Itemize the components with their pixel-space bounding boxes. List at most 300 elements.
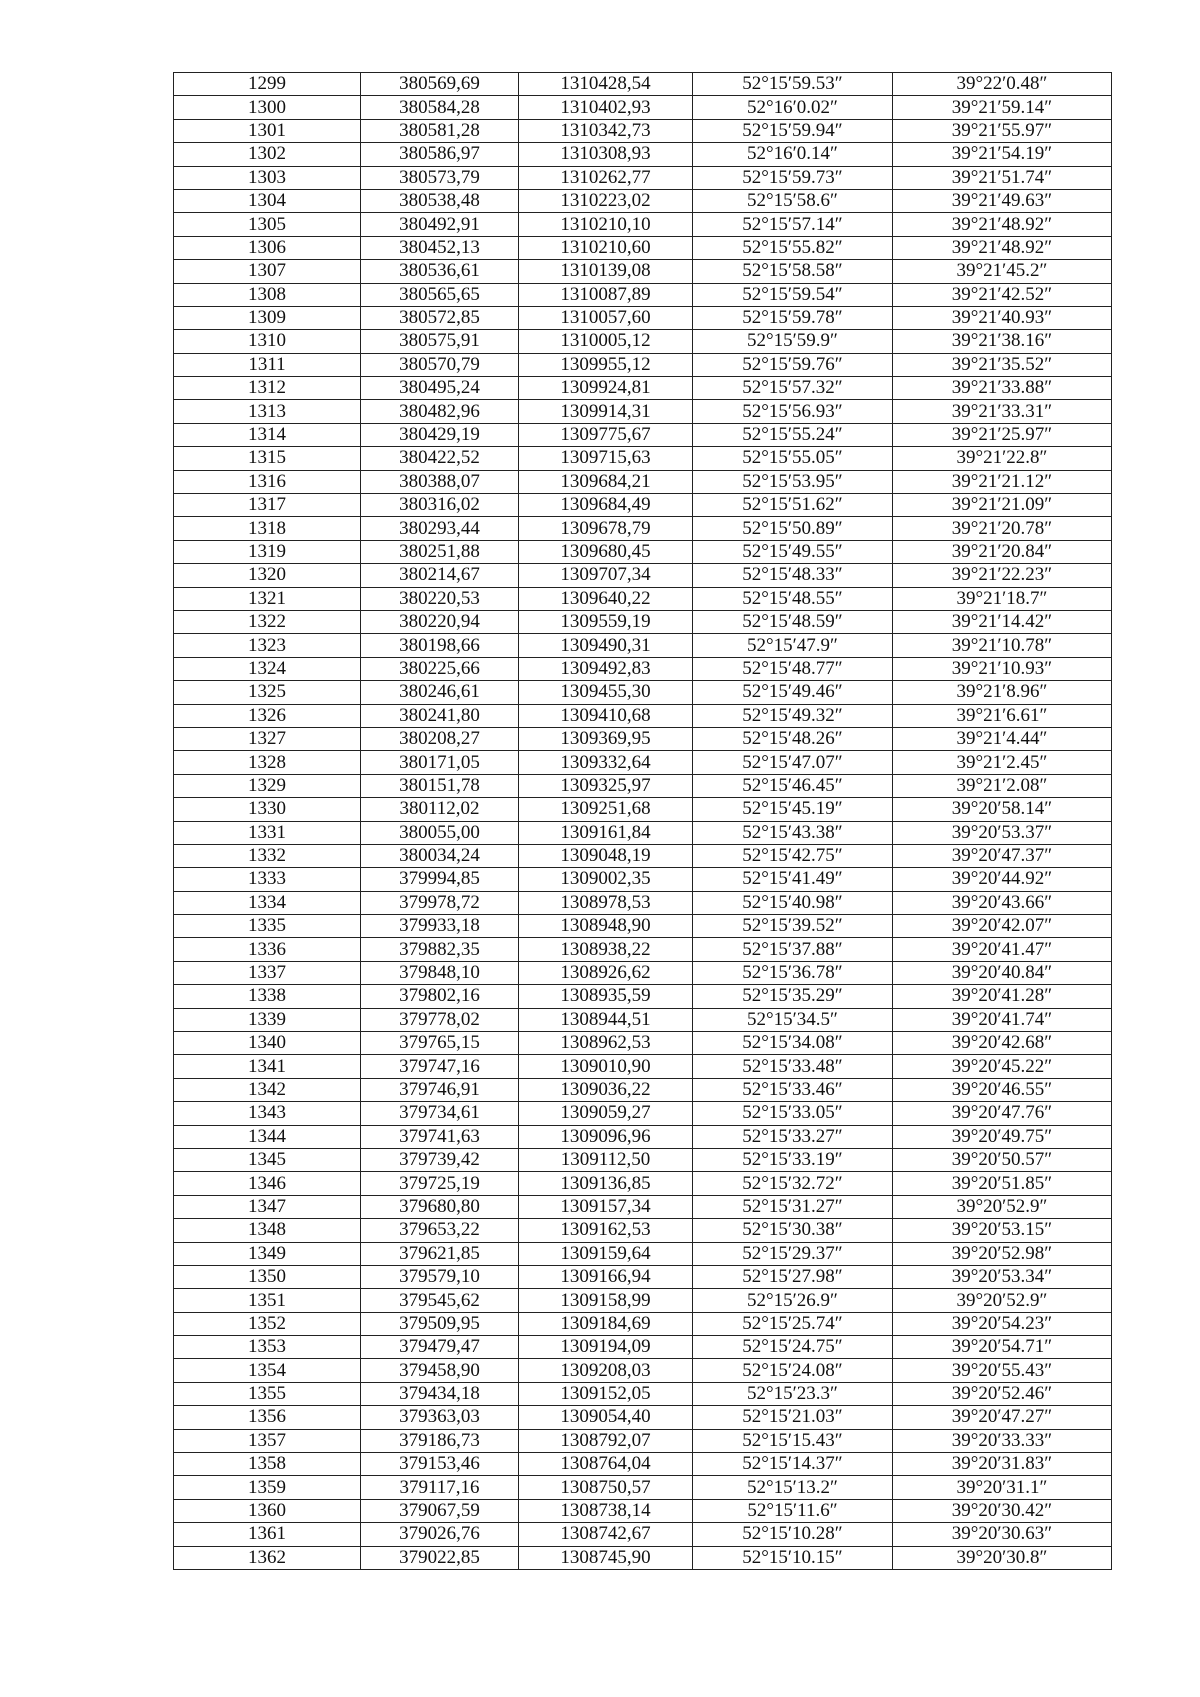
table-row: [174, 961, 1112, 984]
x-coordinate-cell: 380538,48: [361, 189, 519, 212]
point-number-cell: 1303: [174, 166, 361, 189]
latitude-cell: 52°15′33.46″: [693, 1078, 893, 1101]
latitude-cell: 52°15′49.32″: [693, 704, 893, 727]
latitude-cell: 52°15′43.38″: [693, 821, 893, 844]
latitude-cell: 52°15′34.08″: [693, 1032, 893, 1055]
latitude-cell: 52°15′59.73″: [693, 166, 893, 189]
x-coordinate-cell: 380034,24: [361, 844, 519, 867]
table-row: [174, 985, 1112, 1008]
table-row: [174, 1336, 1112, 1359]
latitude-cell: 52°15′40.98″: [693, 891, 893, 914]
x-coordinate-cell: 380208,27: [361, 727, 519, 750]
latitude-cell: 52°15′10.15″: [693, 1546, 893, 1569]
table-row: [174, 1242, 1112, 1265]
longitude-cell: 39°21′48.92″: [893, 236, 1112, 259]
y-coordinate-cell: 1310342,73: [519, 119, 693, 142]
x-coordinate-cell: 379026,76: [361, 1523, 519, 1546]
latitude-cell: 52°15′24.08″: [693, 1359, 893, 1382]
latitude-cell: 52°15′59.54″: [693, 283, 893, 306]
latitude-cell: 52°15′33.48″: [693, 1055, 893, 1078]
y-coordinate-cell: 1308745,90: [519, 1546, 693, 1569]
longitude-cell: 39°21′48.92″: [893, 213, 1112, 236]
table-row: [174, 681, 1112, 704]
point-number-cell: 1301: [174, 119, 361, 142]
table-row: [174, 821, 1112, 844]
y-coordinate-cell: 1309059,27: [519, 1102, 693, 1125]
latitude-cell: 52°15′34.5″: [693, 1008, 893, 1031]
coordinates-table-body: [174, 73, 1112, 1570]
longitude-cell: 39°21′20.78″: [893, 517, 1112, 540]
latitude-cell: 52°15′57.32″: [693, 377, 893, 400]
point-number-cell: 1329: [174, 774, 361, 797]
longitude-cell: 39°21′59.14″: [893, 96, 1112, 119]
table-row: [174, 1499, 1112, 1522]
point-number-cell: 1327: [174, 727, 361, 750]
latitude-cell: 52°15′41.49″: [693, 868, 893, 891]
y-coordinate-cell: 1309455,30: [519, 681, 693, 704]
latitude-cell: 52°15′47.07″: [693, 751, 893, 774]
x-coordinate-cell: 379933,18: [361, 915, 519, 938]
longitude-cell: 39°20′53.15″: [893, 1219, 1112, 1242]
table-row: [174, 517, 1112, 540]
table-row: [174, 610, 1112, 633]
x-coordinate-cell: 380151,78: [361, 774, 519, 797]
point-number-cell: 1304: [174, 189, 361, 212]
latitude-cell: 52°15′26.9″: [693, 1289, 893, 1312]
latitude-cell: 52°15′32.72″: [693, 1172, 893, 1195]
table-row: [174, 1148, 1112, 1171]
point-number-cell: 1332: [174, 844, 361, 867]
point-number-cell: 1348: [174, 1219, 361, 1242]
y-coordinate-cell: 1308978,53: [519, 891, 693, 914]
longitude-cell: 39°21′51.74″: [893, 166, 1112, 189]
table-row: [174, 353, 1112, 376]
point-number-cell: 1356: [174, 1406, 361, 1429]
y-coordinate-cell: 1309166,94: [519, 1265, 693, 1288]
longitude-cell: 39°20′44.92″: [893, 868, 1112, 891]
table-row: [174, 1172, 1112, 1195]
latitude-cell: 52°15′29.37″: [693, 1242, 893, 1265]
point-number-cell: 1325: [174, 681, 361, 704]
latitude-cell: 52°15′48.77″: [693, 657, 893, 680]
y-coordinate-cell: 1310402,93: [519, 96, 693, 119]
point-number-cell: 1357: [174, 1429, 361, 1452]
table-row: [174, 1289, 1112, 1312]
x-coordinate-cell: 379653,22: [361, 1219, 519, 1242]
latitude-cell: 52°15′57.14″: [693, 213, 893, 236]
x-coordinate-cell: 379621,85: [361, 1242, 519, 1265]
point-number-cell: 1354: [174, 1359, 361, 1382]
longitude-cell: 39°21′42.52″: [893, 283, 1112, 306]
latitude-cell: 52°16′0.02″: [693, 96, 893, 119]
table-row: [174, 306, 1112, 329]
y-coordinate-cell: 1309640,22: [519, 587, 693, 610]
latitude-cell: 52°15′48.59″: [693, 610, 893, 633]
table-row: [174, 704, 1112, 727]
point-number-cell: 1340: [174, 1032, 361, 1055]
point-number-cell: 1355: [174, 1382, 361, 1405]
table-row: [174, 1546, 1112, 1569]
longitude-cell: 39°20′52.9″: [893, 1289, 1112, 1312]
longitude-cell: 39°20′53.34″: [893, 1265, 1112, 1288]
longitude-cell: 39°20′30.8″: [893, 1546, 1112, 1569]
table-row: [174, 540, 1112, 563]
latitude-cell: 52°15′48.26″: [693, 727, 893, 750]
y-coordinate-cell: 1309492,83: [519, 657, 693, 680]
point-number-cell: 1344: [174, 1125, 361, 1148]
latitude-cell: 52°15′36.78″: [693, 961, 893, 984]
table-row: [174, 494, 1112, 517]
longitude-cell: 39°21′25.97″: [893, 423, 1112, 446]
x-coordinate-cell: 379725,19: [361, 1172, 519, 1195]
y-coordinate-cell: 1309161,84: [519, 821, 693, 844]
table-row: [174, 634, 1112, 657]
latitude-cell: 52°15′53.95″: [693, 470, 893, 493]
longitude-cell: 39°20′43.66″: [893, 891, 1112, 914]
point-number-cell: 1326: [174, 704, 361, 727]
y-coordinate-cell: 1308738,14: [519, 1499, 693, 1522]
y-coordinate-cell: 1309010,90: [519, 1055, 693, 1078]
longitude-cell: 39°21′4.44″: [893, 727, 1112, 750]
longitude-cell: 39°20′33.33″: [893, 1429, 1112, 1452]
y-coordinate-cell: 1309184,69: [519, 1312, 693, 1335]
latitude-cell: 52°15′51.62″: [693, 494, 893, 517]
x-coordinate-cell: 379778,02: [361, 1008, 519, 1031]
point-number-cell: 1352: [174, 1312, 361, 1335]
table-row: [174, 727, 1112, 750]
y-coordinate-cell: 1310428,54: [519, 73, 693, 96]
table-row: [174, 774, 1112, 797]
point-number-cell: 1346: [174, 1172, 361, 1195]
x-coordinate-cell: 380570,79: [361, 353, 519, 376]
x-coordinate-cell: 380241,80: [361, 704, 519, 727]
x-coordinate-cell: 380220,94: [361, 610, 519, 633]
y-coordinate-cell: 1309208,03: [519, 1359, 693, 1382]
point-number-cell: 1336: [174, 938, 361, 961]
x-coordinate-cell: 379882,35: [361, 938, 519, 961]
y-coordinate-cell: 1308750,57: [519, 1476, 693, 1499]
latitude-cell: 52°15′58.6″: [693, 189, 893, 212]
point-number-cell: 1337: [174, 961, 361, 984]
latitude-cell: 52°15′33.05″: [693, 1102, 893, 1125]
table-row: [174, 1008, 1112, 1031]
point-number-cell: 1350: [174, 1265, 361, 1288]
latitude-cell: 52°15′37.88″: [693, 938, 893, 961]
latitude-cell: 52°15′21.03″: [693, 1406, 893, 1429]
point-number-cell: 1360: [174, 1499, 361, 1522]
point-number-cell: 1318: [174, 517, 361, 540]
table-row: [174, 1195, 1112, 1218]
table-row: [174, 1453, 1112, 1476]
x-coordinate-cell: 379746,91: [361, 1078, 519, 1101]
table-row: [174, 1032, 1112, 1055]
x-coordinate-cell: 379848,10: [361, 961, 519, 984]
point-number-cell: 1317: [174, 494, 361, 517]
y-coordinate-cell: 1309048,19: [519, 844, 693, 867]
y-coordinate-cell: 1310139,08: [519, 260, 693, 283]
point-number-cell: 1359: [174, 1476, 361, 1499]
longitude-cell: 39°20′49.75″: [893, 1125, 1112, 1148]
x-coordinate-cell: 379741,63: [361, 1125, 519, 1148]
y-coordinate-cell: 1309914,31: [519, 400, 693, 423]
x-coordinate-cell: 379739,42: [361, 1148, 519, 1171]
point-number-cell: 1311: [174, 353, 361, 376]
longitude-cell: 39°20′47.27″: [893, 1406, 1112, 1429]
y-coordinate-cell: 1310210,10: [519, 213, 693, 236]
latitude-cell: 52°15′49.55″: [693, 540, 893, 563]
y-coordinate-cell: 1309707,34: [519, 564, 693, 587]
longitude-cell: 39°20′52.46″: [893, 1382, 1112, 1405]
table-row: [174, 1523, 1112, 1546]
point-number-cell: 1341: [174, 1055, 361, 1078]
table-row: [174, 1125, 1112, 1148]
table-row: [174, 1382, 1112, 1405]
latitude-cell: 52°15′14.37″: [693, 1453, 893, 1476]
latitude-cell: 52°15′11.6″: [693, 1499, 893, 1522]
longitude-cell: 39°20′58.14″: [893, 798, 1112, 821]
point-number-cell: 1331: [174, 821, 361, 844]
y-coordinate-cell: 1308944,51: [519, 1008, 693, 1031]
point-number-cell: 1362: [174, 1546, 361, 1569]
table-row: [174, 470, 1112, 493]
latitude-cell: 52°15′48.33″: [693, 564, 893, 587]
point-number-cell: 1323: [174, 634, 361, 657]
longitude-cell: 39°21′21.09″: [893, 494, 1112, 517]
table-row: [174, 1265, 1112, 1288]
table-row: [174, 119, 1112, 142]
point-number-cell: 1353: [174, 1336, 361, 1359]
y-coordinate-cell: 1309157,34: [519, 1195, 693, 1218]
longitude-cell: 39°21′2.08″: [893, 774, 1112, 797]
y-coordinate-cell: 1308764,04: [519, 1453, 693, 1476]
y-coordinate-cell: 1309410,68: [519, 704, 693, 727]
table-row: [174, 868, 1112, 891]
x-coordinate-cell: 379545,62: [361, 1289, 519, 1312]
table-row: [174, 213, 1112, 236]
table-row: [174, 423, 1112, 446]
y-coordinate-cell: 1310210,60: [519, 236, 693, 259]
longitude-cell: 39°20′55.43″: [893, 1359, 1112, 1382]
x-coordinate-cell: 380220,53: [361, 587, 519, 610]
point-number-cell: 1342: [174, 1078, 361, 1101]
longitude-cell: 39°20′47.76″: [893, 1102, 1112, 1125]
longitude-cell: 39°20′41.28″: [893, 985, 1112, 1008]
point-number-cell: 1307: [174, 260, 361, 283]
table-row: [174, 1359, 1112, 1382]
table-row: [174, 564, 1112, 587]
table-row: [174, 751, 1112, 774]
y-coordinate-cell: 1309490,31: [519, 634, 693, 657]
x-coordinate-cell: 380586,97: [361, 143, 519, 166]
longitude-cell: 39°21′20.84″: [893, 540, 1112, 563]
x-coordinate-cell: 379765,15: [361, 1032, 519, 1055]
x-coordinate-cell: 379994,85: [361, 868, 519, 891]
x-coordinate-cell: 379022,85: [361, 1546, 519, 1569]
x-coordinate-cell: 380316,02: [361, 494, 519, 517]
latitude-cell: 52°15′10.28″: [693, 1523, 893, 1546]
longitude-cell: 39°21′21.12″: [893, 470, 1112, 493]
point-number-cell: 1312: [174, 377, 361, 400]
x-coordinate-cell: 380581,28: [361, 119, 519, 142]
x-coordinate-cell: 380495,24: [361, 377, 519, 400]
longitude-cell: 39°21′8.96″: [893, 681, 1112, 704]
table-row: [174, 283, 1112, 306]
point-number-cell: 1313: [174, 400, 361, 423]
y-coordinate-cell: 1309325,97: [519, 774, 693, 797]
y-coordinate-cell: 1309924,81: [519, 377, 693, 400]
longitude-cell: 39°21′10.93″: [893, 657, 1112, 680]
longitude-cell: 39°21′40.93″: [893, 306, 1112, 329]
y-coordinate-cell: 1310005,12: [519, 330, 693, 353]
latitude-cell: 52°15′42.75″: [693, 844, 893, 867]
longitude-cell: 39°20′42.68″: [893, 1032, 1112, 1055]
x-coordinate-cell: 380246,61: [361, 681, 519, 704]
y-coordinate-cell: 1309002,35: [519, 868, 693, 891]
point-number-cell: 1334: [174, 891, 361, 914]
x-coordinate-cell: 380251,88: [361, 540, 519, 563]
table-row: [174, 377, 1112, 400]
latitude-cell: 52°15′13.2″: [693, 1476, 893, 1499]
y-coordinate-cell: 1309112,50: [519, 1148, 693, 1171]
longitude-cell: 39°21′18.7″: [893, 587, 1112, 610]
latitude-cell: 52°15′48.55″: [693, 587, 893, 610]
x-coordinate-cell: 380536,61: [361, 260, 519, 283]
y-coordinate-cell: 1308948,90: [519, 915, 693, 938]
latitude-cell: 52°15′59.53″: [693, 73, 893, 96]
x-coordinate-cell: 380214,67: [361, 564, 519, 587]
point-number-cell: 1308: [174, 283, 361, 306]
latitude-cell: 52°15′31.27″: [693, 1195, 893, 1218]
point-number-cell: 1300: [174, 96, 361, 119]
point-number-cell: 1328: [174, 751, 361, 774]
point-number-cell: 1302: [174, 143, 361, 166]
latitude-cell: 52°15′50.89″: [693, 517, 893, 540]
point-number-cell: 1361: [174, 1523, 361, 1546]
x-coordinate-cell: 380388,07: [361, 470, 519, 493]
table-row: [174, 236, 1112, 259]
table-row: [174, 143, 1112, 166]
longitude-cell: 39°20′30.63″: [893, 1523, 1112, 1546]
y-coordinate-cell: 1309678,79: [519, 517, 693, 540]
latitude-cell: 52°16′0.14″: [693, 143, 893, 166]
latitude-cell: 52°15′45.19″: [693, 798, 893, 821]
y-coordinate-cell: 1310087,89: [519, 283, 693, 306]
longitude-cell: 39°20′45.22″: [893, 1055, 1112, 1078]
y-coordinate-cell: 1309054,40: [519, 1406, 693, 1429]
latitude-cell: 52°15′30.38″: [693, 1219, 893, 1242]
longitude-cell: 39°21′35.52″: [893, 353, 1112, 376]
y-coordinate-cell: 1309559,19: [519, 610, 693, 633]
longitude-cell: 39°21′22.8″: [893, 447, 1112, 470]
point-number-cell: 1351: [174, 1289, 361, 1312]
table-row: [174, 798, 1112, 821]
point-number-cell: 1358: [174, 1453, 361, 1476]
point-number-cell: 1321: [174, 587, 361, 610]
latitude-cell: 52°15′59.76″: [693, 353, 893, 376]
y-coordinate-cell: 1309036,22: [519, 1078, 693, 1101]
y-coordinate-cell: 1309955,12: [519, 353, 693, 376]
y-coordinate-cell: 1309162,53: [519, 1219, 693, 1242]
point-number-cell: 1310: [174, 330, 361, 353]
longitude-cell: 39°21′6.61″: [893, 704, 1112, 727]
y-coordinate-cell: 1310223,02: [519, 189, 693, 212]
latitude-cell: 52°15′58.58″: [693, 260, 893, 283]
table-row: [174, 166, 1112, 189]
longitude-cell: 39°20′47.37″: [893, 844, 1112, 867]
y-coordinate-cell: 1308742,67: [519, 1523, 693, 1546]
y-coordinate-cell: 1308962,53: [519, 1032, 693, 1055]
longitude-cell: 39°21′55.97″: [893, 119, 1112, 142]
x-coordinate-cell: 379186,73: [361, 1429, 519, 1452]
latitude-cell: 52°15′59.94″: [693, 119, 893, 142]
latitude-cell: 52°15′24.75″: [693, 1336, 893, 1359]
y-coordinate-cell: 1309775,67: [519, 423, 693, 446]
x-coordinate-cell: 380293,44: [361, 517, 519, 540]
x-coordinate-cell: 380171,05: [361, 751, 519, 774]
table-row: [174, 73, 1112, 96]
x-coordinate-cell: 379434,18: [361, 1382, 519, 1405]
y-coordinate-cell: 1310308,93: [519, 143, 693, 166]
longitude-cell: 39°20′52.98″: [893, 1242, 1112, 1265]
latitude-cell: 52°15′39.52″: [693, 915, 893, 938]
table-row: [174, 1219, 1112, 1242]
y-coordinate-cell: 1309680,45: [519, 540, 693, 563]
y-coordinate-cell: 1309715,63: [519, 447, 693, 470]
point-number-cell: 1306: [174, 236, 361, 259]
latitude-cell: 52°15′55.24″: [693, 423, 893, 446]
longitude-cell: 39°20′52.9″: [893, 1195, 1112, 1218]
longitude-cell: 39°21′45.2″: [893, 260, 1112, 283]
longitude-cell: 39°20′42.07″: [893, 915, 1112, 938]
x-coordinate-cell: 380112,02: [361, 798, 519, 821]
x-coordinate-cell: 380452,13: [361, 236, 519, 259]
y-coordinate-cell: 1308792,07: [519, 1429, 693, 1452]
x-coordinate-cell: 379363,03: [361, 1406, 519, 1429]
point-number-cell: 1335: [174, 915, 361, 938]
latitude-cell: 52°15′23.3″: [693, 1382, 893, 1405]
x-coordinate-cell: 380573,79: [361, 166, 519, 189]
longitude-cell: 39°21′33.88″: [893, 377, 1112, 400]
latitude-cell: 52°15′59.9″: [693, 330, 893, 353]
coordinates-table: [173, 72, 1112, 1570]
y-coordinate-cell: 1309684,21: [519, 470, 693, 493]
point-number-cell: 1345: [174, 1148, 361, 1171]
point-number-cell: 1333: [174, 868, 361, 891]
table-row: [174, 1078, 1112, 1101]
point-number-cell: 1320: [174, 564, 361, 587]
x-coordinate-cell: 380569,69: [361, 73, 519, 96]
x-coordinate-cell: 379747,16: [361, 1055, 519, 1078]
longitude-cell: 39°21′54.19″: [893, 143, 1112, 166]
longitude-cell: 39°21′22.23″: [893, 564, 1112, 587]
latitude-cell: 52°15′35.29″: [693, 985, 893, 1008]
point-number-cell: 1314: [174, 423, 361, 446]
point-number-cell: 1347: [174, 1195, 361, 1218]
y-coordinate-cell: 1309194,09: [519, 1336, 693, 1359]
longitude-cell: 39°20′54.71″: [893, 1336, 1112, 1359]
latitude-cell: 52°15′56.93″: [693, 400, 893, 423]
x-coordinate-cell: 380482,96: [361, 400, 519, 423]
longitude-cell: 39°20′41.74″: [893, 1008, 1112, 1031]
y-coordinate-cell: 1309096,96: [519, 1125, 693, 1148]
longitude-cell: 39°21′38.16″: [893, 330, 1112, 353]
point-number-cell: 1349: [174, 1242, 361, 1265]
x-coordinate-cell: 380429,19: [361, 423, 519, 446]
longitude-cell: 39°20′30.42″: [893, 1499, 1112, 1522]
x-coordinate-cell: 380565,65: [361, 283, 519, 306]
latitude-cell: 52°15′46.45″: [693, 774, 893, 797]
x-coordinate-cell: 380572,85: [361, 306, 519, 329]
